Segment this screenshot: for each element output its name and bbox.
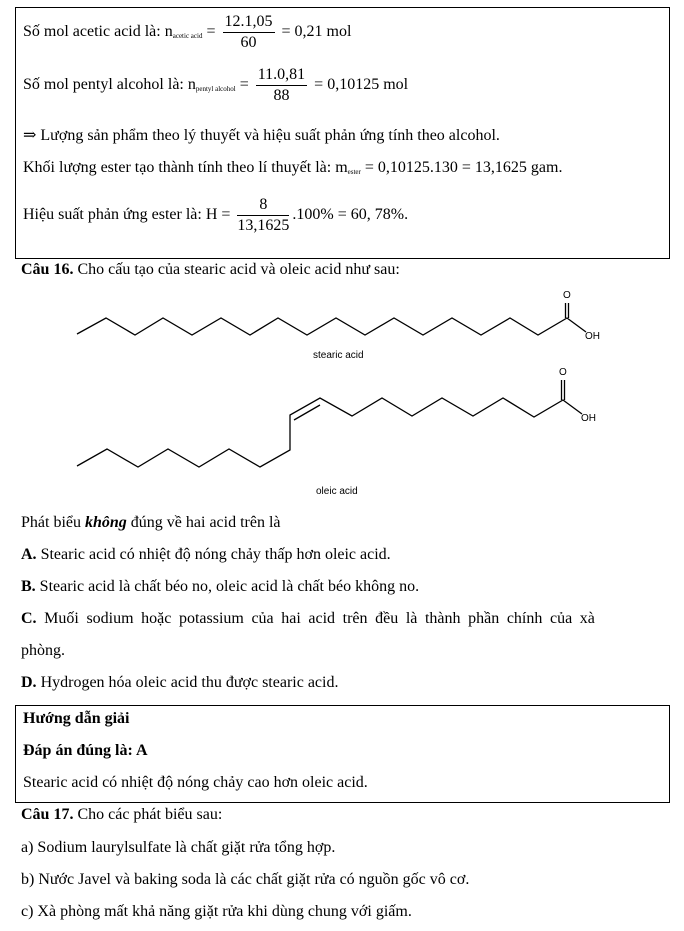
text: Số mol pentyl alcohol là: <box>23 76 184 94</box>
option-a <box>21 545 391 565</box>
stearic-acid-chain <box>77 318 586 335</box>
option-key: A. <box>21 546 37 563</box>
option-key: D. <box>21 674 37 691</box>
question-text: Cho các phát biểu sau: <box>77 806 223 823</box>
answer-heading: Hướng dẫn giải <box>23 710 130 727</box>
denominator: 13,1625 <box>237 217 290 234</box>
numerator: 12.1,05 <box>223 12 275 33</box>
prompt-text: đúng về hai acid trên là <box>130 514 281 531</box>
expression: = 0,10125.130 = 13,1625 gam. <box>364 159 563 176</box>
result: = 0,10125 mol <box>314 76 409 94</box>
subscript: acetic acid <box>172 32 203 41</box>
option-text: Hydrogen hóa oleic acid thu được stearic acid. <box>40 674 339 691</box>
denominator: 60 <box>240 34 257 51</box>
stearic-hydroxyl-label: OH <box>585 331 600 342</box>
option-b <box>21 577 419 597</box>
statement-c: c) Xà phòng mất khả năng giặt rửa khi dùng chung với giấm. <box>21 903 412 920</box>
question-label: Câu 16. <box>21 261 74 278</box>
option-text: Muối sodium hoặc potassium của hai acid trên đều là thành phần chính của xà <box>44 610 595 627</box>
denominator: 88 <box>273 87 290 104</box>
option-key: B. <box>21 578 36 595</box>
option-text: Stearic acid có nhiệt độ nóng chảy thấp hơn oleic acid. <box>40 546 391 563</box>
symbol: n <box>164 23 173 41</box>
solution-line-acetic-moles: Số mol acetic acid là: $n_{acetic acid}$ = $\frac{12.1,05}{60}$ = 0,21 mol <box>23 13 352 51</box>
prompt-emphasis: không <box>85 514 127 531</box>
symbol: n <box>187 76 196 94</box>
solution-line-conclusion: ⇒ Lượng sản phẩm theo lý thuyết và hiệu suất phản ứng tính theo alcohol. <box>23 127 500 144</box>
subscript: ester <box>347 168 361 176</box>
result: = 0,21 mol <box>281 23 352 41</box>
oleic-acid-label: oleic acid <box>316 486 358 497</box>
text: Số mol acetic acid là: <box>23 23 161 41</box>
question-16-prompt <box>21 513 281 533</box>
lhs: H = <box>205 206 231 224</box>
subscript: pentyl alcohol <box>195 85 236 94</box>
answer-explanation: Stearic acid có nhiệt độ nóng chảy cao hơn oleic acid. <box>23 774 368 791</box>
result: .100% = 60, 78%. <box>292 206 409 224</box>
option-d <box>21 673 338 693</box>
question-text: Cho cấu tạo của stearic acid và oleic acid như sau: <box>77 261 400 278</box>
symbol: m <box>335 159 348 176</box>
statement-a: a) Sodium laurylsulfate là chất giặt rửa tổng hợp. <box>21 839 336 856</box>
option-key: C. <box>21 610 37 627</box>
option-c-continued: phòng. <box>21 642 65 659</box>
oleic-hydroxyl-label: OH <box>581 413 596 424</box>
stearic-oxygen-label: O <box>563 290 571 301</box>
answer-key: Đáp án đúng là: A <box>23 742 148 759</box>
oleic-acid-chain-lower <box>77 398 582 467</box>
solution-line-pentyl-moles: Số mol pentyl alcohol là: $n_{pentyl alcohol}$ = $\frac{11.0,81}{88}$ = 0,10125 mol <box>23 66 409 104</box>
text: Khối lượng ester tạo thành tính theo lí thuyết là: <box>23 159 332 176</box>
oleic-oxygen-label: O <box>559 367 567 378</box>
oleic-double-bond-inner <box>294 405 320 420</box>
text: Hiệu suất phản ứng ester là: <box>23 206 202 224</box>
stearic-acid-label: stearic acid <box>313 350 364 361</box>
option-c <box>21 609 595 629</box>
prompt-text: Phát biểu <box>21 514 81 531</box>
option-text: Stearic acid là chất béo no, oleic acid là chất béo không no. <box>39 578 420 595</box>
question-17-header <box>21 805 222 825</box>
statement-b: b) Nước Javel và baking soda là các chất giặt rửa có nguồn gốc vô cơ. <box>21 871 470 888</box>
question-label: Câu 17. <box>21 806 74 823</box>
numerator: 8 <box>237 195 289 216</box>
numerator: 11.0,81 <box>256 65 307 86</box>
